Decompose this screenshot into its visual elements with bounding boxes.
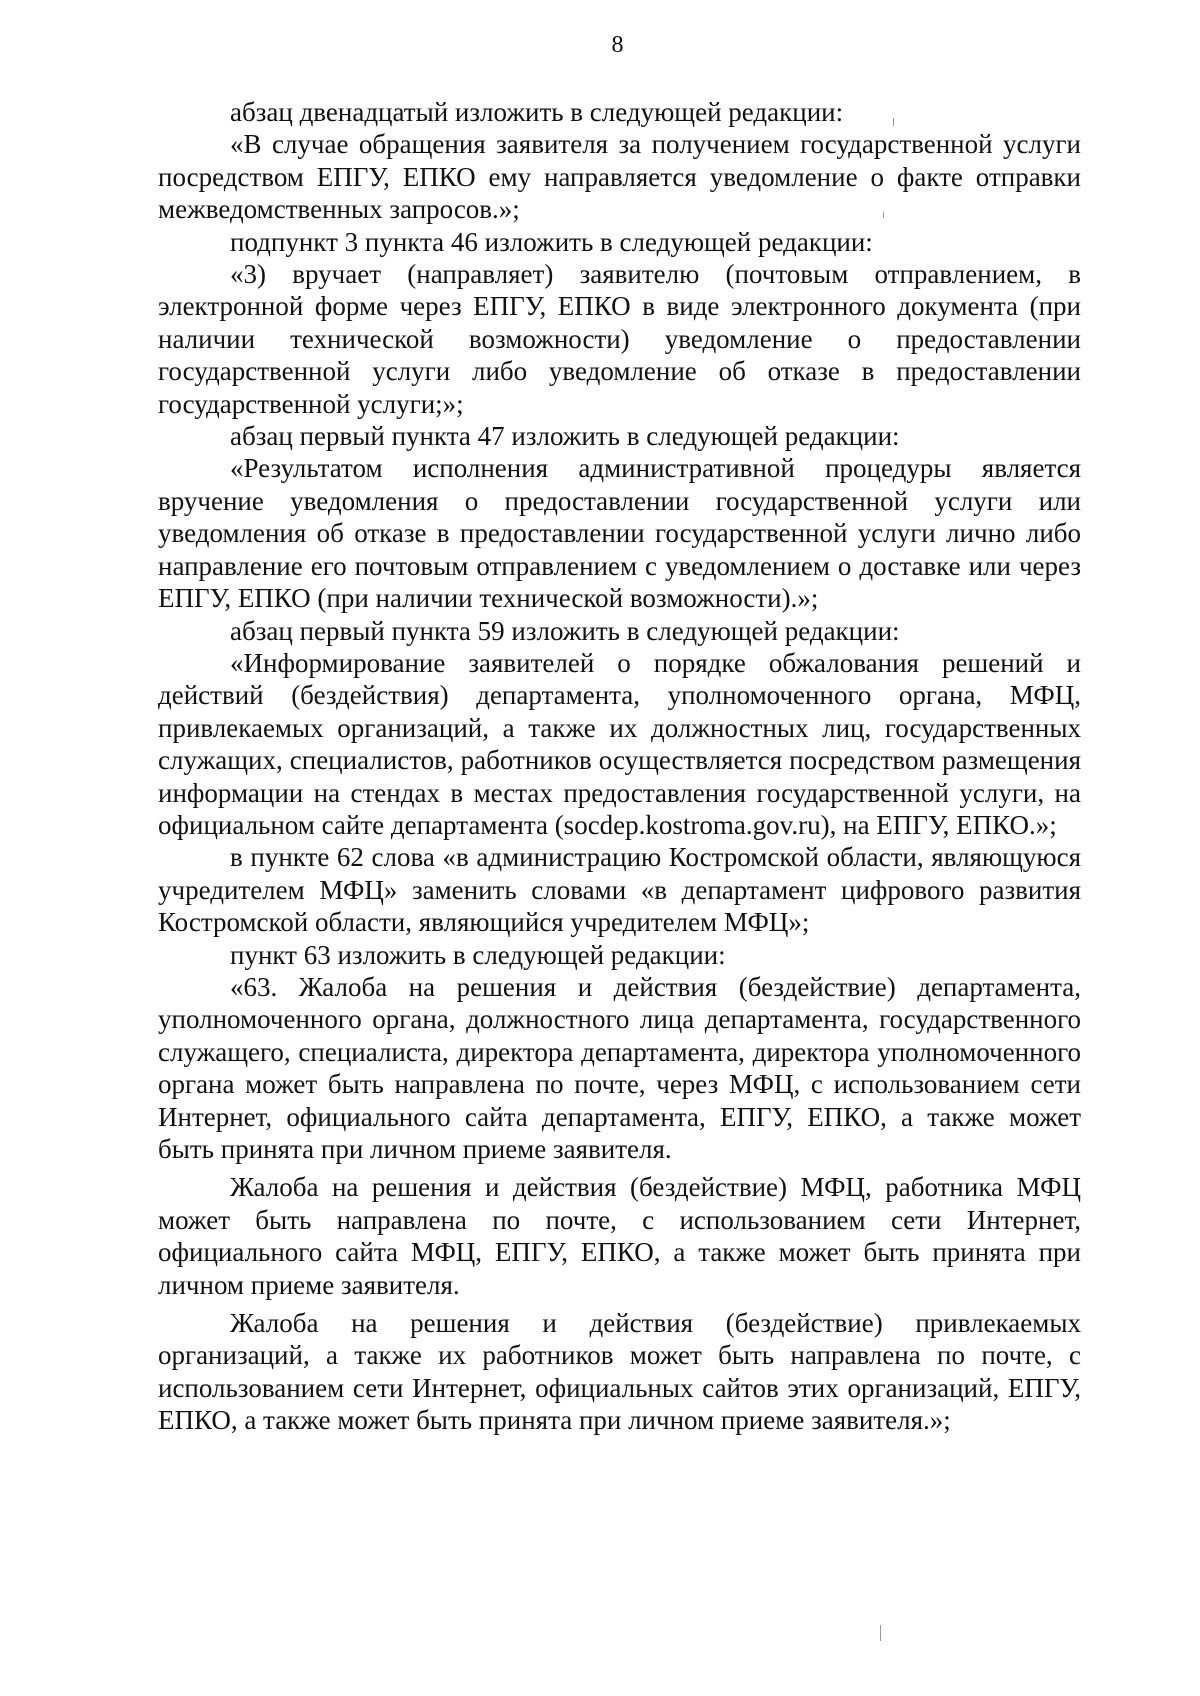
paragraph: Жалоба на решения и действия (бездействие) привлекаемых организаций, а также их работников может быть направлена по почте, с использованием сети Интернет, официальных сайтов этих организаций, ЕПГУ, ЕПКО, а также может быть принята при личном приеме заявителя.»; (158, 1308, 1081, 1436)
paragraph: в пункте 62 слова «в администрацию Костромской области, являющуюся учредителем МФЦ» заменить словами «в департамент цифрового развития Костромской области, являющийся учредителем МФЦ»; (158, 842, 1081, 938)
scan-artifact-line (880, 1625, 881, 1641)
paragraph: «Результатом исполнения административной процедуры является вручение уведомления о предоставлении государственной услуги или уведомления об отказе в предоставлении государственной услуги лично либо направление его почтовым отправлением с уведомлением о доставке или через ЕПГУ, ЕПКО (при наличии технической возможности).»; (158, 453, 1081, 614)
page-number: 8 (611, 32, 624, 58)
paragraph: абзац первый пункта 59 изложить в следующей редакции: (230, 615, 900, 646)
document-body (158, 96, 1081, 1437)
paragraph: «Информирование заявителей о порядке обжалования решений и действий (бездействия) департамента, уполномоченного органа, МФЦ, привлекаемых организаций, а также их должностных лиц, государственных служащих, специалистов, работников осуществляется посредством размещения информации на стендах в местах предоставления государственной услуги, на официальном сайте департамента (socdep.kostroma.gov.ru), на ЕПГУ, ЕПКО.»; (158, 647, 1081, 840)
paragraph: абзац двенадцатый изложить в следующей редакции: (230, 97, 844, 127)
paragraph: Жалоба на решения и действия (бездействие) МФЦ, работника МФЦ может быть направлена по почте, с использованием сети Интернет, официального сайта МФЦ, ЕПГУ, ЕПКО, а также может быть принята при личном приеме заявителя. (158, 1172, 1081, 1300)
paragraph: «63. Жалоба на решения и действия (бездействие) департамента, уполномоченного органа, должностного лица департамента, государственного служащего, специалиста, директора департамента, директора уполномоченного органа может быть направлена по почте, через МФЦ, с использованием сети Интернет, официального сайта департамента, ЕПГУ, ЕПКО, а также может быть принята при личном приеме заявителя. (158, 971, 1081, 1164)
paragraph: «3) вручает (направляет) заявителю (почтовым отправлением, в электронной форме через ЕПГУ, ЕПКО в виде электронного документа (при наличии технической возможности) уведомление о предоставлении государственной услуги либо уведомление об отказе в предоставлении государственной услуги;»; (158, 259, 1081, 419)
scan-artifact-line (893, 118, 894, 126)
paragraph: пункт 63 изложить в следующей редакции: (230, 939, 726, 970)
paragraph: «В случае обращения заявителя за получением государственной услуги посредством ЕПГУ, ЕПКО ему направляется уведомление о факте отправки межведомственных запросов.»; (158, 129, 1081, 225)
paragraph: абзац первый пункта 47 изложить в следующей редакции: (230, 421, 900, 452)
paragraph: подпункт 3 пункта 46 изложить в следующей редакции: (230, 226, 873, 257)
scan-artifact-line (883, 212, 884, 218)
